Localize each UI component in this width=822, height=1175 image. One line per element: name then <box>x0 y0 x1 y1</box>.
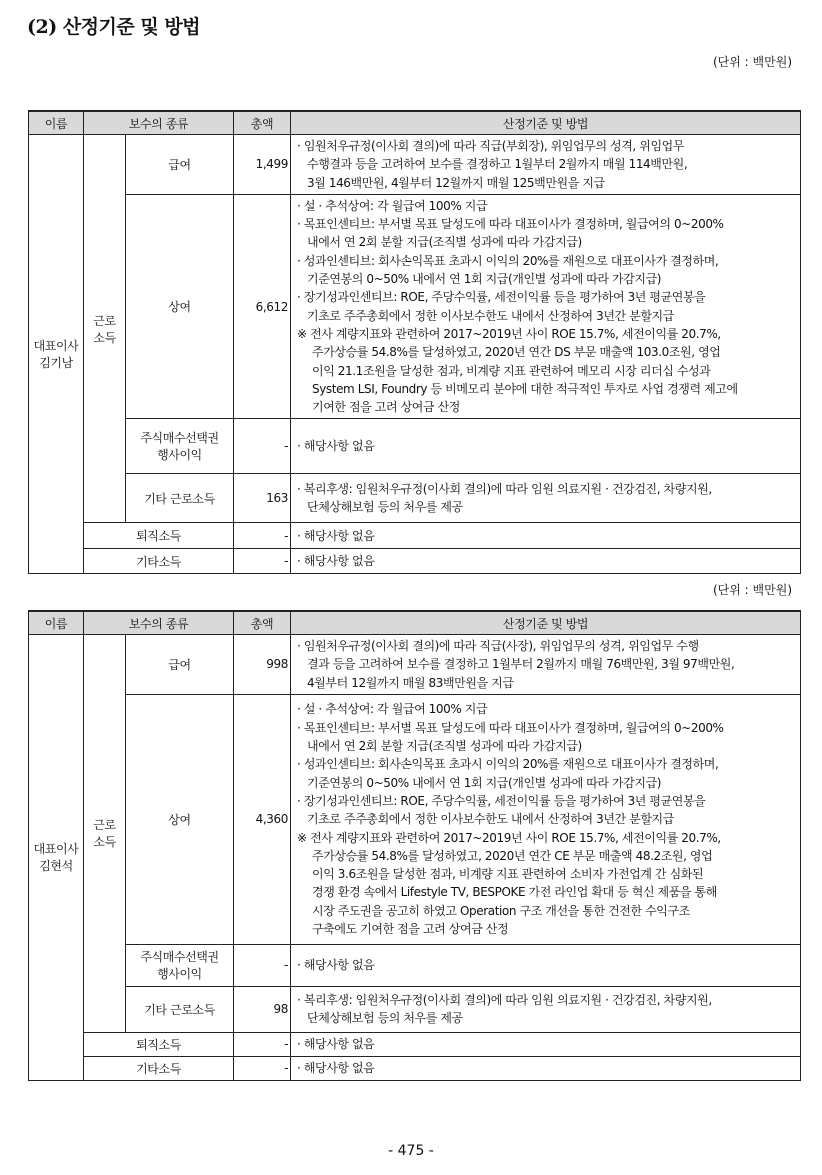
method-line: · 장기성과인센티브: ROE, 주당수익률, 세전이익률 등을 평가하여 3년 평균연봉을 <box>297 793 706 808</box>
compensation-type: 퇴직소득 <box>84 1032 234 1056</box>
method-line: 수행결과 등을 고려하여 보수를 결정하고 1월부터 2월까지 매월 114백만원, <box>307 157 688 172</box>
method-line: · 복리후생: 임원처우규정(이사회 결의)에 따라 임원 의료지원 · 건강검진, 차량지원, <box>297 482 712 497</box>
compensation-type: 기타소득 <box>84 1056 234 1080</box>
method-line: · 해당사항 없음 <box>297 439 375 454</box>
method-line: · 해당사항 없음 <box>297 528 375 543</box>
compensation-total: - <box>234 1032 291 1056</box>
table-row-other_labor <box>29 986 801 1032</box>
method-line: · 설 · 추석상여: 각 월급여 100% 지급 <box>297 702 488 717</box>
method-line: · 임원처우규정(이사회 결의)에 따라 직급(사장), 위임업무의 성격, 위임업무 수행 <box>297 639 699 653</box>
compensation-type: 기타소득 <box>84 549 234 574</box>
header-row <box>29 611 801 635</box>
compensation-type: 상여 <box>126 694 234 944</box>
method-line: 이익 21.1조원을 달성한 점과, 비계량 지표 관련하여 메모리 시장 리더십 수성과 <box>312 363 711 378</box>
calculation-method <box>291 944 801 986</box>
compensation-type: 기타 근로소득 <box>126 986 234 1032</box>
table-row-bonus <box>29 194 801 419</box>
method-line: 이익 3.6조원을 달성한 점과, 비계량 지표 관련하여 소비자 가전업계 간 심화된 <box>312 867 704 882</box>
compensation-type: 급여 <box>126 635 234 695</box>
method-line: 단체상해보험 등의 처우를 제공 <box>307 500 463 515</box>
method-line: · 성과인센티브: 회사손익목표 초과시 이익의 20%를 재원으로 대표이사가 결정하며, <box>297 757 719 772</box>
compensation-type: 퇴직소득 <box>84 523 234 549</box>
method-line: · 해당사항 없음 <box>297 554 375 569</box>
compensation-table <box>28 110 801 574</box>
header-total: 총액 <box>234 611 291 635</box>
method-line: · 해당사항 없음 <box>297 1037 375 1052</box>
method-line: ※ 전사 계량지표와 관련하여 2017~2019년 사이 ROE 15.7%, 세전이익률 20.7%, <box>297 830 721 845</box>
method-line: 결과 등을 고려하여 보수를 결정하고 1월부터 2월까지 매월 76백만원, 3월 97백만원, <box>307 657 735 672</box>
table-row-other_labor <box>29 474 801 523</box>
header-type: 보수의 종류 <box>84 611 234 635</box>
method-line: · 목표인센티브: 부서별 목표 달성도에 따라 대표이사가 결정하며, 월급여의 0~200% <box>297 217 724 232</box>
calculation-method <box>291 635 801 695</box>
compensation-type: 주식매수선택권 행사이익 <box>126 944 234 986</box>
compensation-type: 급여 <box>126 135 234 195</box>
compensation-total: - <box>234 1056 291 1080</box>
compensation-total: - <box>234 944 291 986</box>
header-row <box>29 111 801 135</box>
method-line: 시장 주도권을 공고히 하였고 Operation 구조 개선을 통한 건전한 수익구조 <box>312 903 690 918</box>
header-method: 산정기준 및 방법 <box>291 611 801 635</box>
calculation-method <box>291 1032 801 1056</box>
section-title: (2) 산정기준 및 방법 <box>27 16 201 38</box>
table-row-retirement <box>29 523 801 549</box>
compensation-type: 상여 <box>126 194 234 419</box>
compensation-total: 1,499 <box>234 135 291 195</box>
calculation-method <box>291 135 801 195</box>
table-row-stock <box>29 944 801 986</box>
executive-name: 대표이사 김현석 <box>29 635 84 1081</box>
header-type: 보수의 종류 <box>84 111 234 135</box>
unit-label: (단위 : 백만원) <box>713 55 792 69</box>
table-row-bonus <box>29 694 801 944</box>
method-line: 내에서 연 2회 분할 지급(조직별 성과에 따라 가감지급) <box>307 235 582 250</box>
method-line: · 복리후생: 임원처우규정(이사회 결의)에 따라 임원 의료지원 · 건강검진, 차량지원, <box>297 993 712 1008</box>
method-line: 구축에도 기여한 점을 고려 상여금 산정 <box>312 922 509 937</box>
compensation-total: 4,360 <box>234 694 291 944</box>
method-line: · 설 · 추석상여: 각 월급여 100% 지급 <box>297 198 488 213</box>
compensation-total: - <box>234 523 291 549</box>
compensation-total: 163 <box>234 474 291 523</box>
calculation-method <box>291 1056 801 1080</box>
compensation-total: 6,612 <box>234 194 291 419</box>
calculation-method <box>291 523 801 549</box>
unit-label: (단위 : 백만원) <box>713 583 792 597</box>
labor-income-group: 근로 소득 <box>84 135 126 523</box>
method-line: · 장기성과인센티브: ROE, 주당수익률, 세전이익률 등을 평가하여 3년 평균연봉을 <box>297 290 706 305</box>
header-total: 총액 <box>234 111 291 135</box>
calculation-method <box>291 549 801 574</box>
compensation-total: 98 <box>234 986 291 1032</box>
method-line: · 임원처우규정(이사회 결의)에 따라 직급(부회장), 위임업무의 성격, 위임업무 <box>297 139 685 153</box>
method-line: 기초로 주주총회에서 정한 이사보수한도 내에서 산정하여 3년간 분할지급 <box>307 308 674 323</box>
compensation-total: 998 <box>234 635 291 695</box>
method-line: · 목표인센티브: 부서별 목표 달성도에 따라 대표이사가 결정하며, 월급여의 0~200% <box>297 720 724 735</box>
table-row-stock <box>29 419 801 474</box>
table-row-retirement <box>29 1032 801 1056</box>
compensation-total: - <box>234 549 291 574</box>
method-line: 기여한 점을 고려 상여금 산정 <box>312 400 460 415</box>
table-row-salary <box>29 135 801 195</box>
table-row-salary <box>29 635 801 695</box>
method-line: 4월부터 12월까지 매월 83백만원을 지급 <box>307 675 514 690</box>
calculation-method <box>291 694 801 944</box>
method-line: 기준연봉의 0~50% 내에서 연 1회 지급(개인별 성과에 따라 가감지급) <box>307 272 662 287</box>
labor-income-group: 근로 소득 <box>84 635 126 1033</box>
table-row-other <box>29 549 801 574</box>
header-method: 산정기준 및 방법 <box>291 111 801 135</box>
method-line: · 해당사항 없음 <box>297 1061 375 1076</box>
method-line: 3월 146백만원, 4월부터 12월까지 매월 125백만원을 지급 <box>307 175 605 190</box>
method-line: 경쟁 환경 속에서 Lifestyle TV, BESPOKE 가전 라인업 확대 등 혁신 제품을 통해 <box>312 885 717 900</box>
table-row-other <box>29 1056 801 1080</box>
method-line: 주가상승률 54.8%를 달성하였고, 2020년 연간 CE 부문 매출액 48.2조원, 영업 <box>312 848 713 863</box>
compensation-table <box>28 610 801 1081</box>
calculation-method <box>291 419 801 474</box>
executive-name: 대표이사 김기남 <box>29 135 84 574</box>
calculation-method <box>291 986 801 1032</box>
method-line: System LSI, Foundry 등 비메모리 분야에 대한 적극적인 투자로 사업 경쟁력 제고에 <box>312 381 738 396</box>
compensation-type: 기타 근로소득 <box>126 474 234 523</box>
calculation-method <box>291 194 801 419</box>
page-number: - 475 - <box>388 1143 434 1159</box>
header-name: 이름 <box>29 611 84 635</box>
method-line: 기준연봉의 0~50% 내에서 연 1회 지급(개인별 성과에 따라 가감지급) <box>307 775 662 790</box>
method-line: 단체상해보험 등의 처우를 제공 <box>307 1011 463 1026</box>
method-line: ※ 전사 계량지표와 관련하여 2017~2019년 사이 ROE 15.7%, 세전이익률 20.7%, <box>297 326 721 341</box>
method-line: · 해당사항 없음 <box>297 958 375 973</box>
compensation-total: - <box>234 419 291 474</box>
method-line: 내에서 연 2회 분할 지급(조직별 성과에 따라 가감지급) <box>307 739 582 754</box>
calculation-method <box>291 474 801 523</box>
compensation-type: 주식매수선택권 행사이익 <box>126 419 234 474</box>
method-line: 기초로 주주총회에서 정한 이사보수한도 내에서 산정하여 3년간 분할지급 <box>307 812 674 827</box>
header-name: 이름 <box>29 111 84 135</box>
method-line: 주가상승률 54.8%를 달성하였고, 2020년 연간 DS 부문 매출액 103.0조원, 영업 <box>312 345 721 360</box>
method-line: · 성과인센티브: 회사손익목표 초과시 이익의 20%를 재원으로 대표이사가 결정하며, <box>297 253 719 268</box>
